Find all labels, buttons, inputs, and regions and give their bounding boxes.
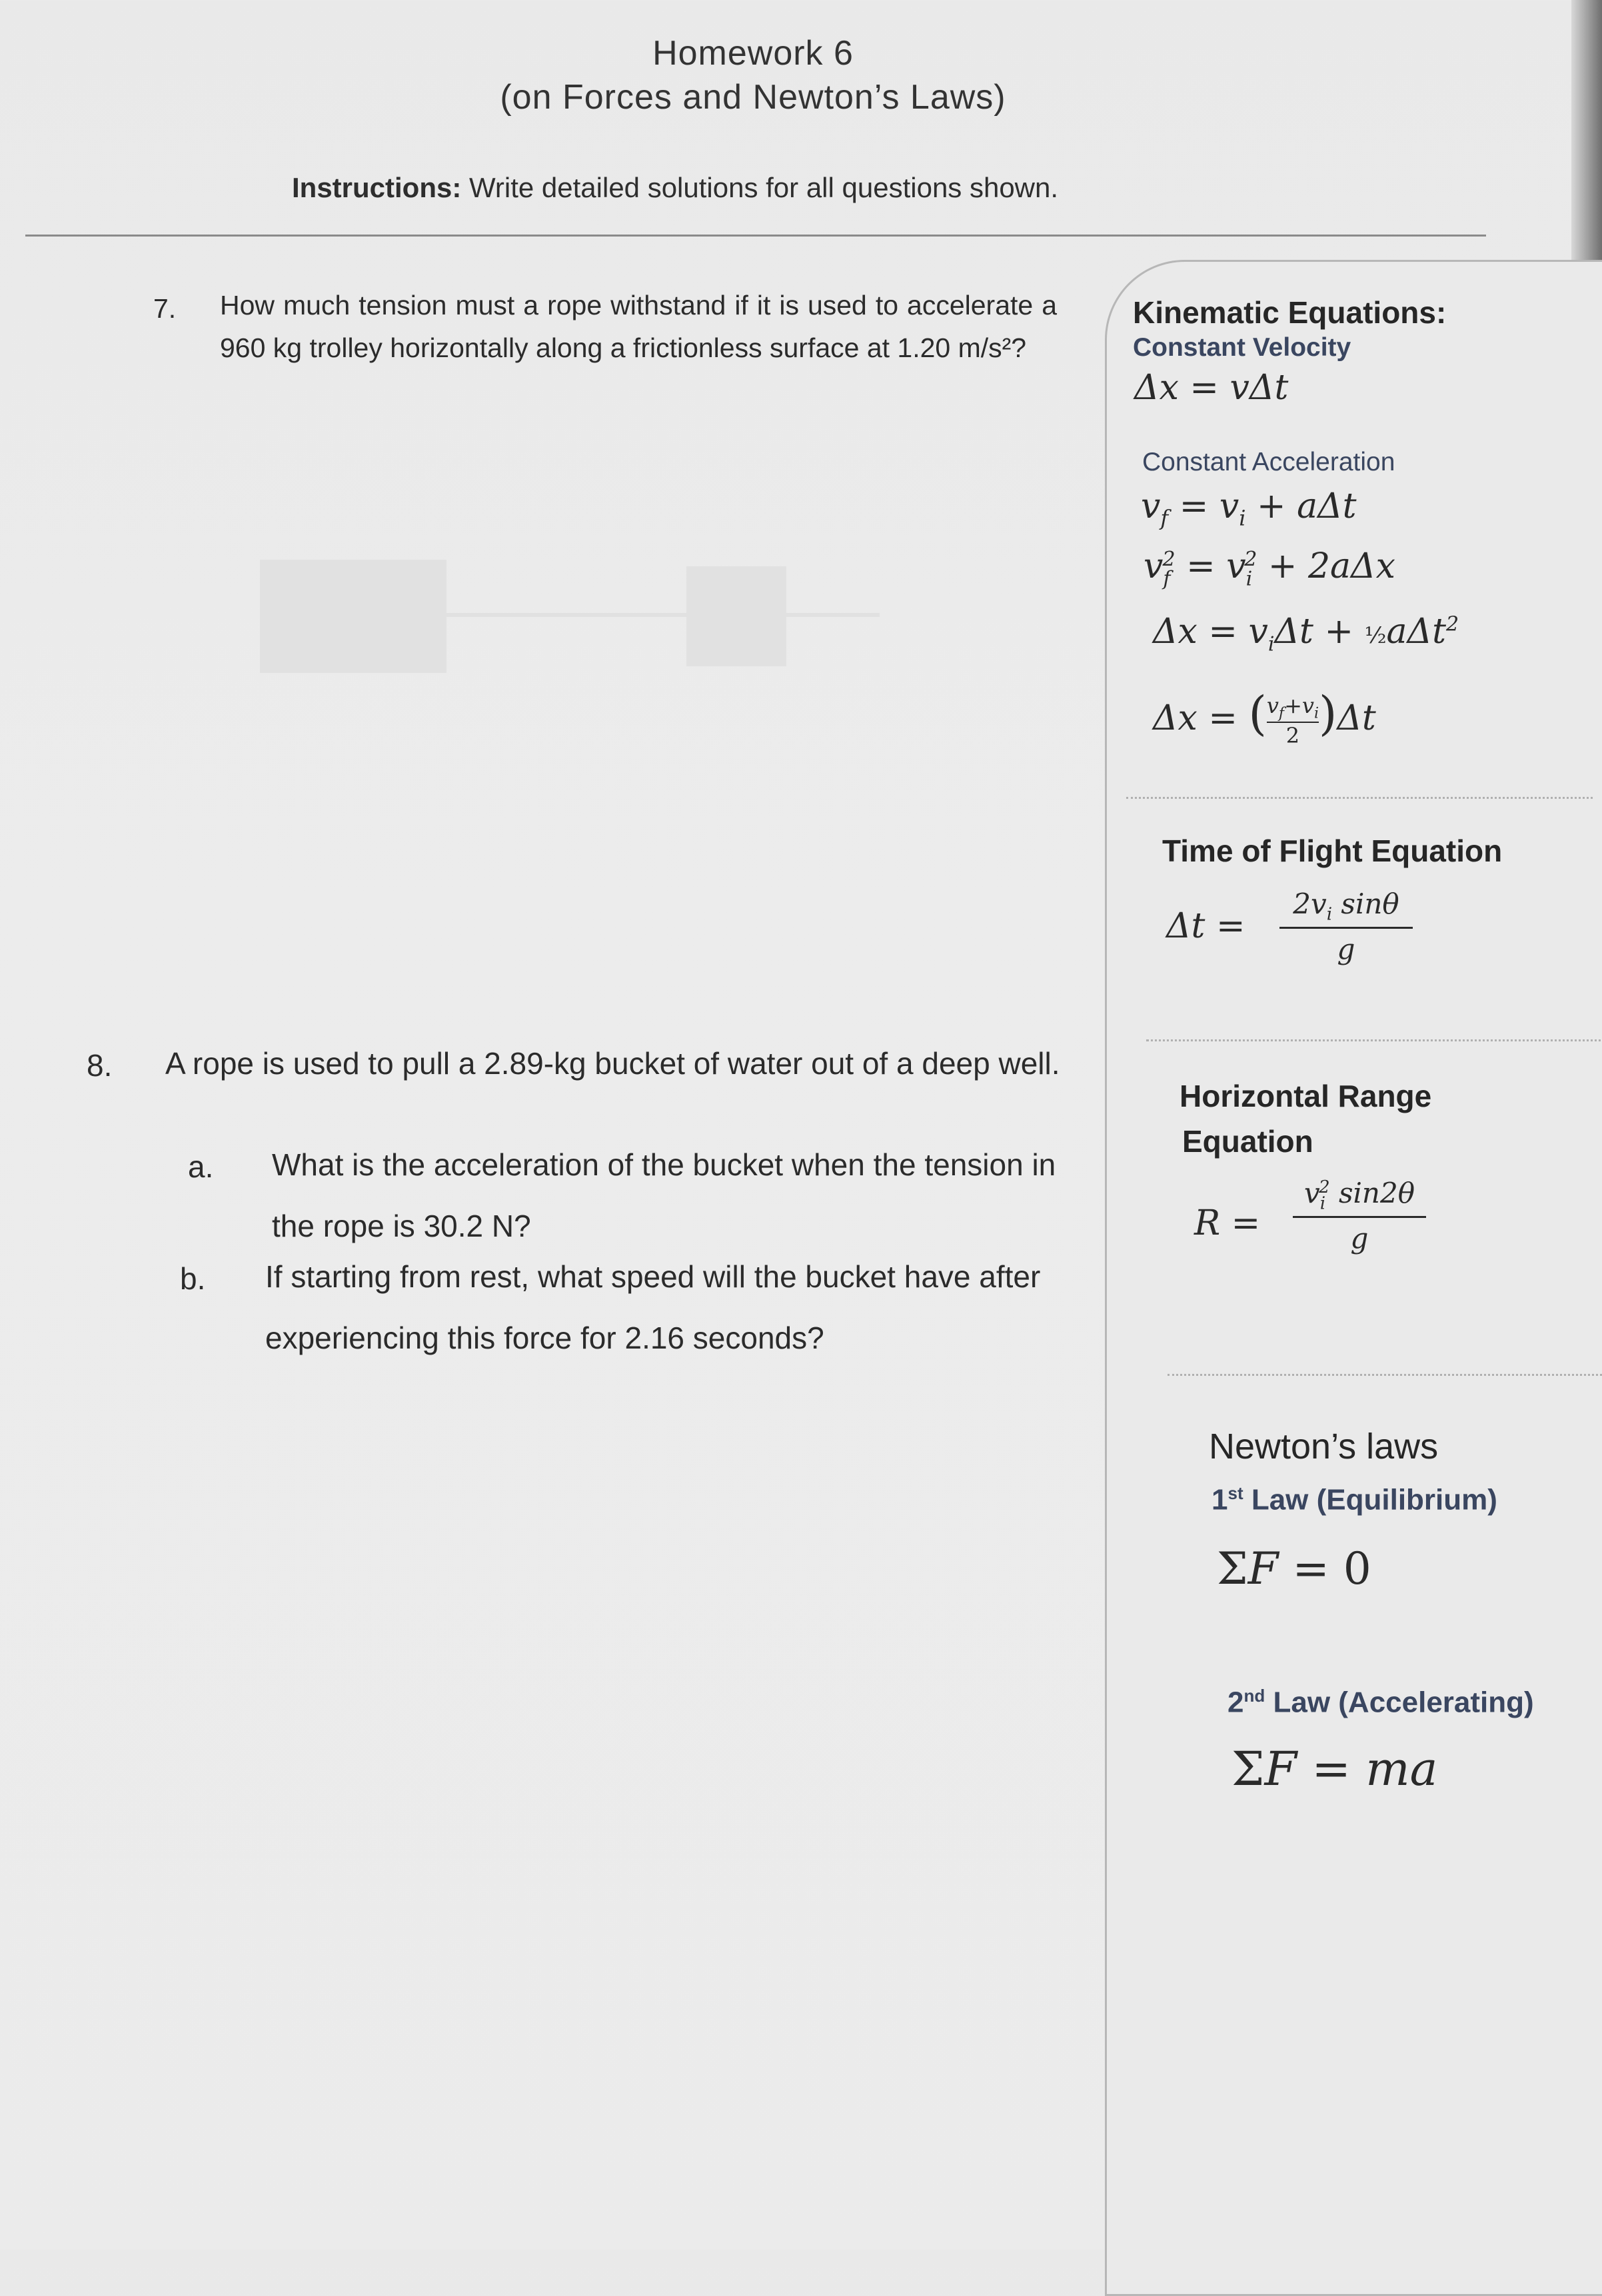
question-8-text: A rope is used to pull a 2.89-kg bucket of water out of a deep well. — [165, 1046, 1060, 1081]
page-title: Homework 6 — [652, 34, 854, 73]
equation-average-velocity: Δx = ( $\frac{v_f+v_i}{2}$ )Δt — [1153, 686, 1376, 749]
equation-velocity-time: $v_f = v_i + a\Delta t$ — [1141, 486, 1357, 531]
section-divider-1 — [1126, 797, 1593, 799]
question-7-text: How much tension must a rope withstand if it is used to accelerate a 960 kg trolley horizontally along a frictionless surface at 1.20 m/s²? — [220, 290, 1057, 363]
bleed-through-line — [446, 613, 880, 617]
instructions-label: Instructions: — [292, 172, 462, 203]
horizontal-range-heading-line2: Equation — [1182, 1124, 1313, 1159]
equation-range-fraction: $\frac{v_i^2 \sin 2\theta}{g}$ — [1293, 1177, 1426, 1255]
second-law-label: 2nd Law (Accelerating) — [1227, 1686, 1534, 1719]
equation-constant-velocity: Δx = vΔt — [1134, 368, 1289, 408]
header-divider — [25, 235, 1486, 237]
section-divider-2 — [1146, 1039, 1602, 1041]
equation-velocity-displacement: $v_f^2 = v_i^2 + 2a\Delta x$ — [1144, 546, 1395, 591]
equation-time-of-flight-fraction: $\frac{2v_i \sin\theta}{g}$ — [1279, 887, 1413, 965]
instructions-text: Write detailed solutions for all questions shown. — [461, 172, 1059, 203]
equation-displacement-time: $\Delta x = v_i\Delta t$ + ½aΔt$^2$ — [1153, 612, 1459, 656]
first-law-label: 1st Law (Equilibrium) — [1211, 1483, 1497, 1516]
equation-second-law: ΣF = ma — [1231, 1742, 1438, 1796]
kinematic-heading: Kinematic Equations: — [1133, 295, 1447, 330]
equation-range-lhs: R = — [1194, 1203, 1261, 1243]
constant-acceleration-label: Constant Acceleration — [1142, 448, 1395, 476]
question-7-number: 7. — [153, 293, 177, 324]
equation-time-of-flight-lhs: Δt = — [1166, 906, 1245, 946]
section-divider-3 — [1168, 1374, 1602, 1376]
question-8b-text: If starting from rest, what speed will the bucket have after experiencing this force for 2.16 seconds? — [265, 1259, 1041, 1355]
page-subtitle: (on Forces and Newton’s Laws) — [500, 78, 1006, 117]
constant-velocity-label: Constant Velocity — [1133, 333, 1351, 362]
time-of-flight-heading: Time of Flight Equation — [1162, 834, 1503, 868]
bleed-through-block-1 — [260, 560, 446, 673]
newtons-laws-heading: Newton’s laws — [1209, 1427, 1439, 1466]
instructions — [292, 172, 1058, 204]
question-8b-label: b. — [180, 1261, 206, 1296]
question-8a-text: What is the acceleration of the bucket when the tension in the rope is 30.2 N? — [272, 1147, 1056, 1243]
question-8-number: 8. — [87, 1048, 113, 1083]
horizontal-range-heading-line1: Horizontal Range — [1180, 1079, 1432, 1113]
question-8a-label: a. — [188, 1149, 214, 1184]
equation-first-law: ΣF = 0 — [1217, 1543, 1371, 1594]
